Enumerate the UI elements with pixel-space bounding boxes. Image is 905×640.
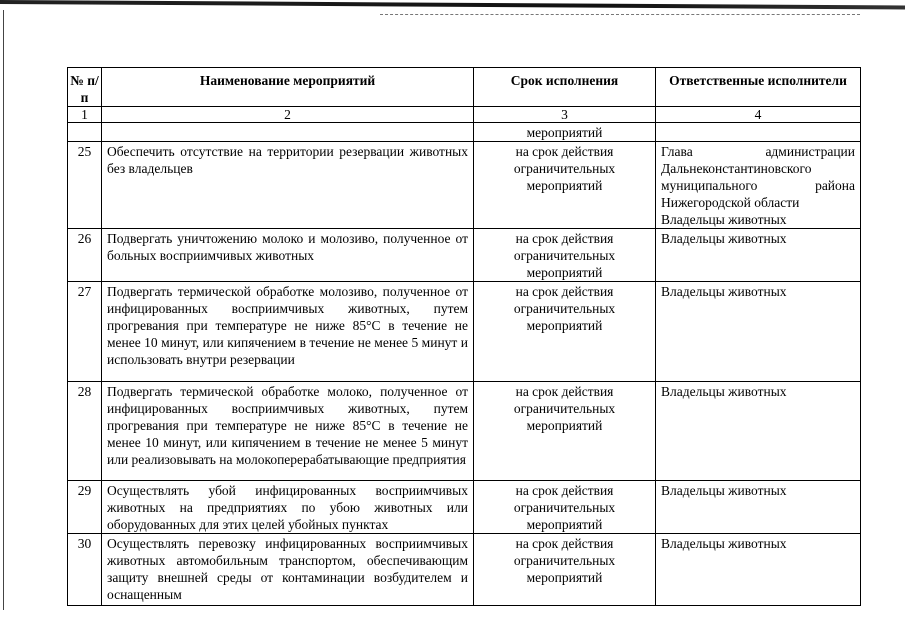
cell-term: на срок действия ограничительных мероприятий <box>474 142 656 229</box>
table-row <box>68 382 861 481</box>
header-term: Срок исполнения <box>474 68 656 107</box>
cell-name: Осуществлять убой инфицированных восприимчивых животных на предприятиях по убою животных или оборудованных для этих целей убойных пунктах <box>102 481 474 534</box>
resp-line: Владельцы животных <box>661 384 787 399</box>
resp-line: Владельцы животных <box>661 231 787 246</box>
header-num: № п/п <box>68 68 102 107</box>
cell-name: Подвергать уничтожению молоко и молозиво, полученное от больных восприимчивых животных <box>102 229 474 282</box>
cell-num <box>68 123 102 142</box>
table-header <box>68 68 861 123</box>
cell-resp <box>656 382 861 481</box>
column-number: 3 <box>474 107 656 123</box>
column-number: 4 <box>656 107 861 123</box>
cell-term: мероприятий <box>474 123 656 142</box>
resp-line: Владельцы животных <box>661 536 787 551</box>
cell-num: 30 <box>68 534 102 606</box>
cell-name: Обеспечить отсутствие на территории резервации животных без владельцев <box>102 142 474 229</box>
cell-resp <box>656 534 861 606</box>
resp-line: Владельцы животных <box>661 483 787 498</box>
cell-name: Подвергать термической обработке молозиво, полученное от инфицированных восприимчивых животных, путем прогревания при температуре не ниже 85°С в течение не менее 10 минут, или кипячением в течение не менее 5 минут и использовать внутри резервации <box>102 282 474 382</box>
table-row <box>68 481 861 534</box>
resp-line: Глава администрации <box>661 144 855 159</box>
resp-line: Владельцы животных <box>661 212 787 227</box>
table-row <box>68 282 861 382</box>
table-body <box>68 123 861 606</box>
cell-name: Подвергать термической обработке молоко, полученное от инфицированных восприимчивых животных, путем прогревания при температуре не ниже 85°С в течение не менее 10 минут, или кипячением в течение не менее 5 минут или реализовывать на молокоперерабатывающие предприятия <box>102 382 474 481</box>
table-row <box>68 229 861 282</box>
table-row <box>68 142 861 229</box>
cell-resp <box>656 142 861 229</box>
table-row <box>68 534 861 606</box>
scan-dash-line <box>380 14 860 15</box>
scan-edge-top <box>0 0 905 10</box>
cell-term: на срок действия ограничительных мероприятий <box>474 534 656 606</box>
cell-term: на срок действия ограничительных мероприятий <box>474 382 656 481</box>
cell-resp <box>656 229 861 282</box>
column-number-row <box>68 107 861 123</box>
cell-num: 29 <box>68 481 102 534</box>
resp-line: Владельцы животных <box>661 284 787 299</box>
cell-resp <box>656 123 861 142</box>
cell-resp <box>656 282 861 382</box>
cell-resp <box>656 481 861 534</box>
cell-num: 25 <box>68 142 102 229</box>
cell-term: на срок действия ограничительных мероприятий <box>474 481 656 534</box>
column-number: 2 <box>102 107 474 123</box>
header-resp: Ответственные исполнители <box>656 68 861 107</box>
cell-num: 27 <box>68 282 102 382</box>
cell-term: на срок действия ограничительных мероприятий <box>474 229 656 282</box>
resp-line: муниципального района <box>661 178 855 193</box>
column-number: 1 <box>68 107 102 123</box>
table-row-continuation <box>68 123 861 142</box>
resp-line: Дальнеконстантиновского <box>661 161 812 176</box>
cell-name <box>102 123 474 142</box>
cell-num: 28 <box>68 382 102 481</box>
header-name: Наименование мероприятий <box>102 68 474 107</box>
cell-name: Осуществлять перевозку инфицированных восприимчивых животных автомобильным транспортом, обеспечивающим защиту внешней среды от контаминации возбудителем и оснащенным <box>102 534 474 606</box>
scan-edge-left <box>3 10 4 610</box>
cell-num: 26 <box>68 229 102 282</box>
cell-term: на срок действия ограничительных мероприятий <box>474 282 656 382</box>
measures-table <box>67 67 861 606</box>
resp-line: Нижегородской области <box>661 195 800 210</box>
